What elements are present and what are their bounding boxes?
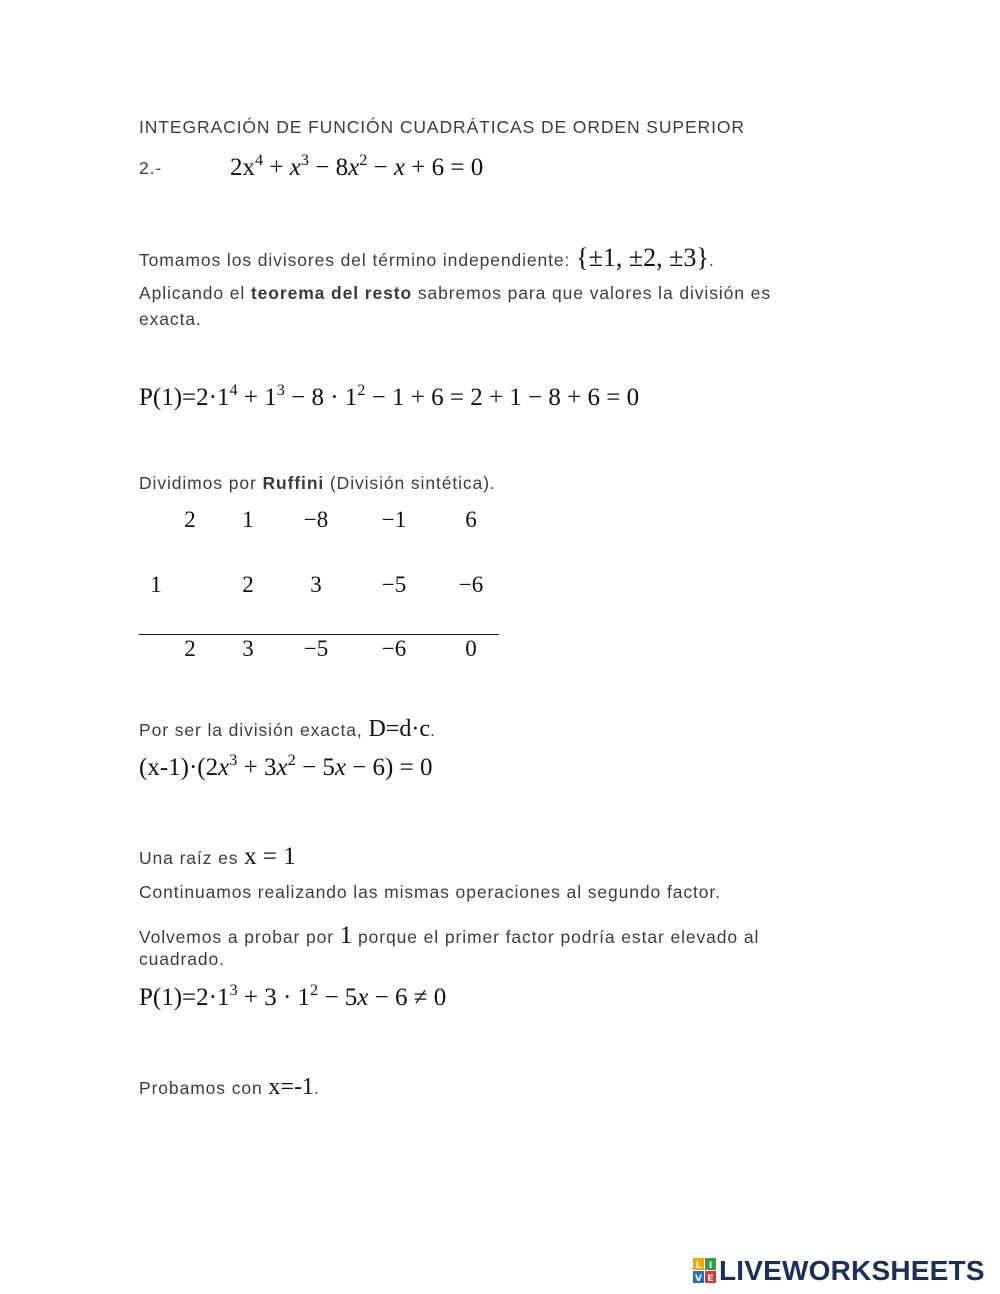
retry-value: 1 [339,922,353,949]
svg-text:L: L [695,1261,702,1271]
ruffini-suffix: (División sintética). [324,473,496,493]
ruffini-r3-c4: −6 [381,636,407,661]
remainder-paragraph [139,283,771,304]
root-line [139,843,296,871]
ruffini-r2-c3: 3 [310,572,322,597]
root-text: Una raíz es [139,848,245,868]
ruffini-r1-c5: 6 [465,507,477,532]
divisors-line: Tomamos los divisores del término independiente: {±1, ±2, ±3}. [139,243,715,272]
ruffini-divisor: 1 [150,572,162,597]
ruffini-r3-c5: 0 [465,636,477,661]
svg-text:E: E [707,1274,714,1284]
root-value: x = 1 [244,843,296,870]
probe-text: Probamos con [139,1078,269,1098]
ruffini-r2-c5: −6 [458,572,484,597]
problem-equation: $2x^4 + x^3 - 8x^2 - x + 6 = 0$ [230,150,484,181]
brand-logo [693,1255,985,1287]
brand-name: LIVEWORKSHEETS [719,1255,985,1286]
divisors-set: {±1, ±2, ±3} [576,243,709,272]
ruffini-r3-c1: 2 [184,636,196,661]
ruffini-r1-c2: 1 [242,507,254,532]
p1-evaluation: $P(1)=2\cdot 1^4 + 1^3 - 8 \cdot 1^2 - 1 + 6 = 2 + 1 - 8 + 6 = 0$ [139,380,640,411]
ruffini-r2-c2: 2 [242,572,254,597]
remainder-bold: teorema del resto [250,283,413,303]
ruffini-prefix: Dividimos por [139,473,263,493]
retry-line [139,922,759,950]
retry-prefix: Volvemos a probar por [139,927,340,947]
ruffini-divider [139,634,499,635]
divisors-text: Tomamos los divisores del término independiente: [139,250,577,270]
probe-value: x=-1 [268,1074,314,1100]
continue-text: Continuamos realizando las mismas operaciones al segundo factor. [139,882,721,902]
exact-division-line: Por ser la división exacta, D=d·c. [139,716,436,742]
ruffini-r2-c4: −5 [381,572,407,597]
probe-line: Probamos con x=-1. [139,1074,320,1100]
remainder-prefix: Aplicando el [139,283,251,303]
exact-text: Por ser la división exacta, [139,720,369,740]
liveworksheets-icon [693,1258,717,1284]
p1-second-evaluation: $P(1)=2\cdot 1^3 + 3 \cdot 1^2 - 5x - 6 \ne 0$ [139,980,447,1011]
problem-number: 2.- [139,158,163,178]
remainder-suffix: sabremos para que valores la división es [412,283,771,303]
ruffini-r3-c3: −5 [303,636,329,661]
page-title: INTEGRACIÓN DE FUNCIÓN CUADRÁTICAS DE ORDEN SUPERIOR [139,117,745,137]
remainder-line2: exacta. [139,309,202,329]
ruffini-intro [139,473,496,494]
ruffini-bold: Ruffini [262,473,325,493]
ruffini-r3-c2: 3 [242,636,254,661]
factored-equation: $(x-1)\cdot(2x^3 + 3x^2 - 5x - 6) = 0$ [139,750,433,781]
retry-suffix: porque el primer factor podría estar elevado al [352,927,760,947]
ruffini-r1-c1: 2 [184,507,196,532]
svg-text:I: I [708,1261,713,1271]
ruffini-r1-c4: −1 [381,507,407,532]
exact-formula: D=d·c [368,716,430,742]
retry-line2: cuadrado. [139,949,225,969]
ruffini-r1-c3: −8 [303,507,329,532]
svg-text:V: V [695,1274,702,1284]
